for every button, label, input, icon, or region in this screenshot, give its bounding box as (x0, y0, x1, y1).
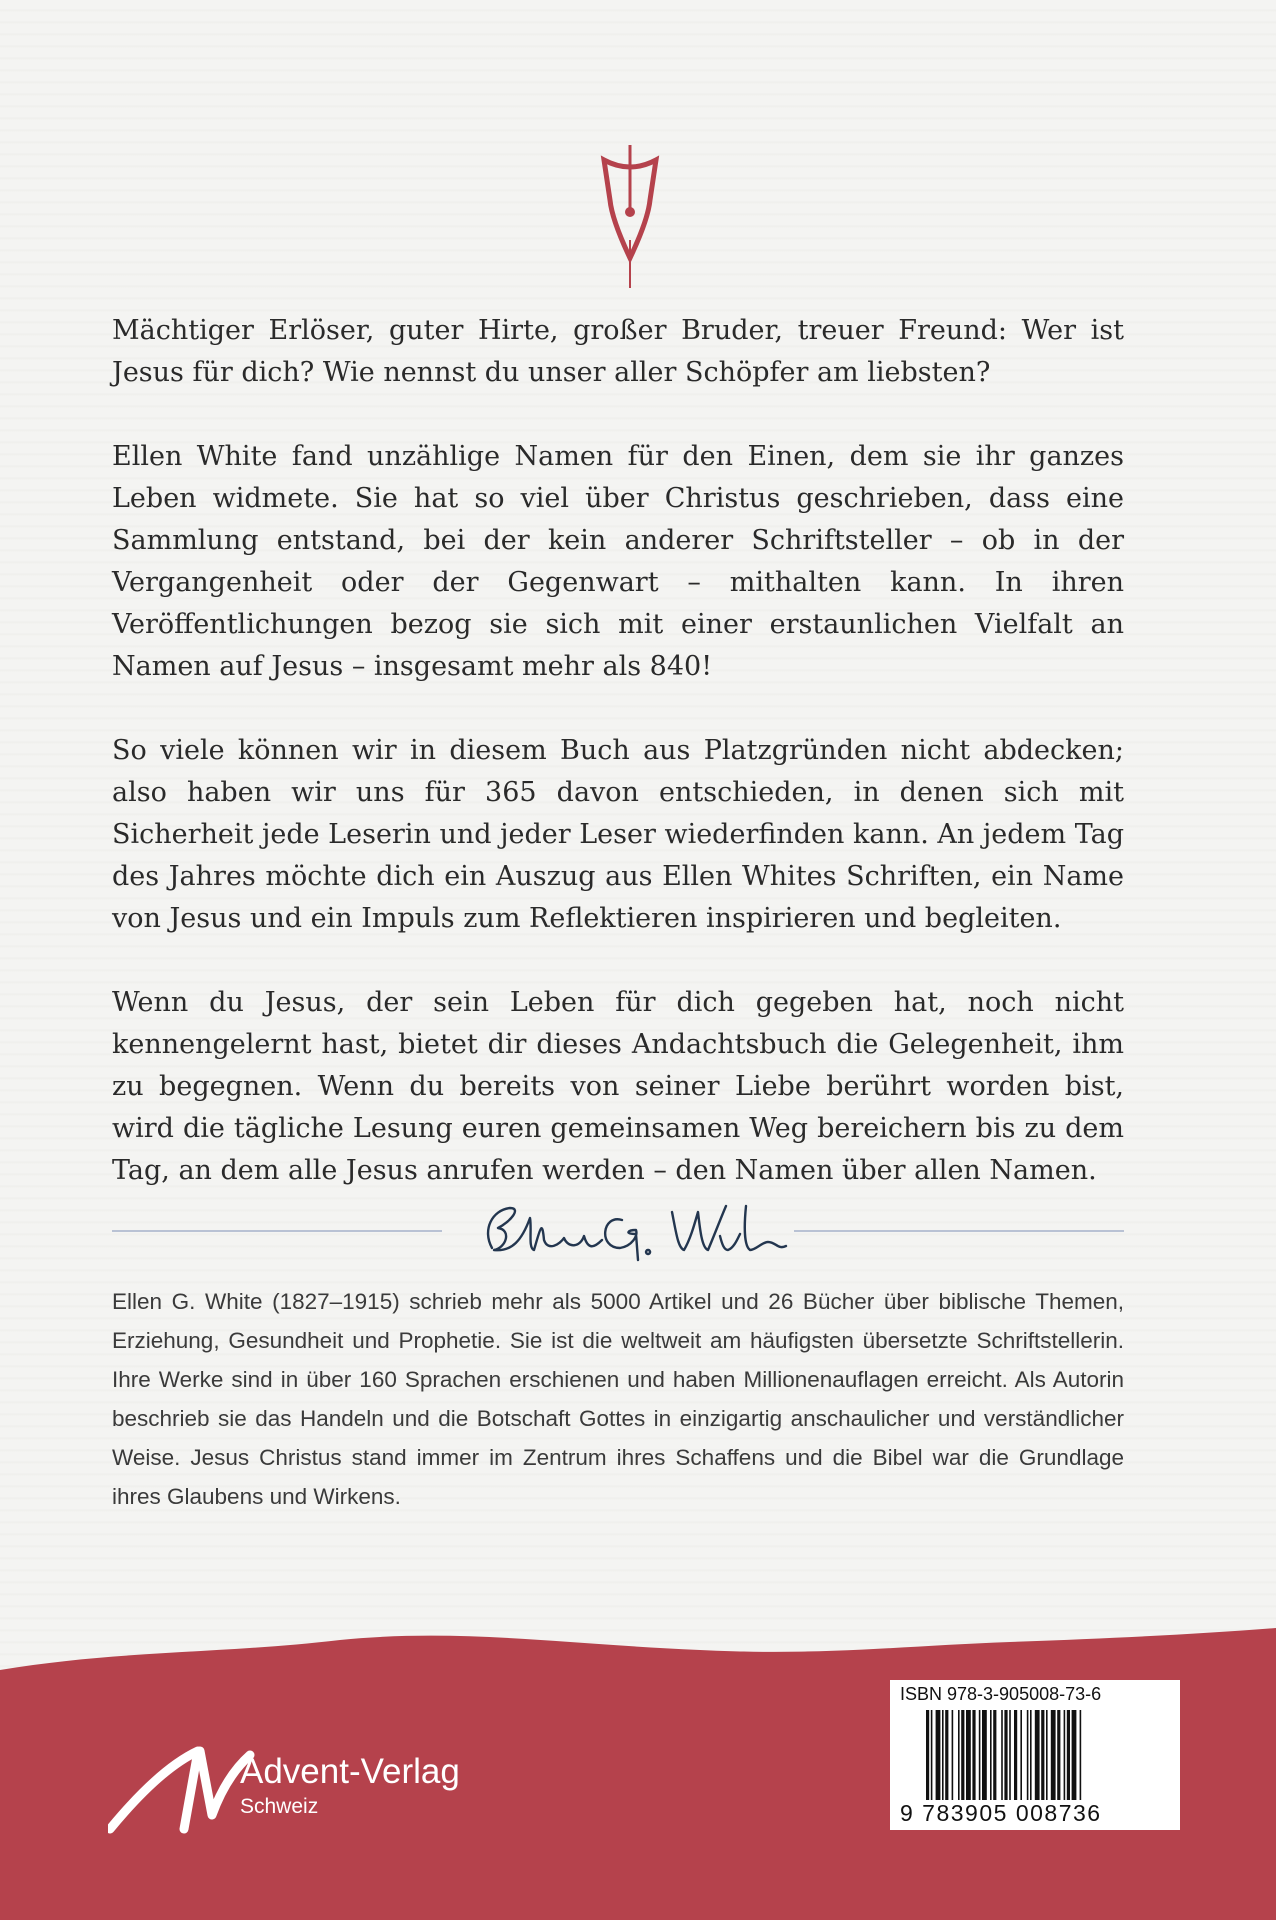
barcode-bar (952, 1710, 954, 1800)
publisher-sub: Schweiz (240, 1795, 319, 1818)
intro-paragraph-3: So viele können wir in diesem Buch aus Platzgründen nicht abdecken; also haben wir uns für 365 davon entschieden, in denen sich mit Sicherheit jede Leserin und jeder Leser wiederfinden kann. An jedem Tag des Jahres möchte dich ein Auszug aus Ellen Whites Schriften, ein Name von Jesus und ein Impuls zum Reflektieren inspirieren und begleiten. (112, 735, 1124, 934)
barcode-bar (1051, 1710, 1056, 1800)
barcode-digits: 9 783905 008736 (900, 1800, 1102, 1826)
barcode-bar (931, 1710, 933, 1800)
barcode-bar (1041, 1710, 1044, 1800)
barcode-bar (926, 1710, 929, 1800)
barcode-bars (926, 1710, 1172, 1800)
signature (452, 1190, 792, 1270)
barcode-bar (1001, 1710, 1003, 1800)
pen-nib-icon (590, 140, 670, 290)
barcode-bar (1035, 1710, 1040, 1800)
divider-left (112, 1230, 442, 1232)
barcode-bar (942, 1710, 944, 1800)
barcode (890, 1680, 1180, 1830)
signature-row (112, 1190, 1124, 1270)
barcode-bar (1080, 1710, 1082, 1800)
barcode-bar (945, 1710, 948, 1800)
intro-paragraph-4: Wenn du Jesus, der sein Leben für dich gegeben hat, noch nicht kennengelernt hast, bietet dir dieses Andachtsbuch die Gelegenheit, ihm zu begegnen. Wenn du bereits von seiner Liebe berührt worden bist, wird die tägliche Lesung euren gemeinsamen Weg bereichern bis zu dem Tag, an dem alle Jesus anrufen werden – den Namen über allen Namen. (112, 987, 1124, 1186)
barcode-bar (993, 1710, 996, 1800)
barcode-bar (1004, 1710, 1007, 1800)
barcode-bar (1067, 1710, 1070, 1800)
barcode-bar (958, 1710, 960, 1800)
barcode-bar (1009, 1710, 1011, 1800)
barcode-bar (972, 1710, 975, 1800)
intro-paragraph-2: Ellen White fand unzählige Namen für den Einen, dem sie ihr ganzes Leben widmete. Sie hat so viel über Christus geschrieben, dass eine Sammlung entstand, bei der kein anderer Schriftsteller – ob in der Vergangenheit oder der Gegenwart – mithalten kann. In ihren Veröffentlichungen bezog sie sich mit einer erstaunlichen Vielfalt an Namen auf Jesus – insgesamt mehr als 840! (112, 441, 1124, 682)
barcode-bar (1020, 1710, 1022, 1800)
barcode-bar (990, 1710, 992, 1800)
barcode-bar (1057, 1710, 1060, 1800)
barcode-bar (1064, 1710, 1066, 1800)
divider-right (794, 1230, 1124, 1232)
barcode-bar (1072, 1710, 1077, 1800)
isbn-label: ISBN 978-3-905008-73-6 (900, 1684, 1102, 1704)
barcode-bar (982, 1710, 987, 1800)
barcode-bar (1027, 1710, 1029, 1800)
barcode-bar (966, 1710, 971, 1800)
barcode-bar (1046, 1710, 1048, 1800)
intro-paragraph-1: Mächtiger Erlöser, guter Hirte, großer Bruder, treuer Freund: Wer ist Jesus für dich? Wie nennst du unser aller Schöpfer am liebsten? (112, 315, 1124, 388)
barcode-bar (1014, 1710, 1017, 1800)
barcode-bar (961, 1710, 964, 1800)
description-text (112, 310, 1124, 1234)
barcode-bar (979, 1710, 981, 1800)
barcode-bar (936, 1710, 941, 1800)
publisher-name: Advent-Verlag (240, 1752, 460, 1791)
author-bio: Ellen G. White (1827–1915) schrieb mehr als 5000 Artikel und 26 Bücher über biblische Themen, Erziehung, Gesundheit und Prophetie. Sie ist die weltweit am häufigsten übersetzte Schriftstellerin. Ihre Werke sind in über 160 Sprachen erschienen und haben Millionenauflagen erreicht. Als Autorin beschrieb sie das Handeln und die Botschaft Gottes in einzigartig anschaulicher und verständlicher Weise. Jesus Christus stand immer im Zentrum ihres Schaffens und die Bibel war die Grundlage ihres Glaubens und Wirkens. (112, 1289, 1124, 1509)
barcode-bar (1030, 1710, 1032, 1800)
